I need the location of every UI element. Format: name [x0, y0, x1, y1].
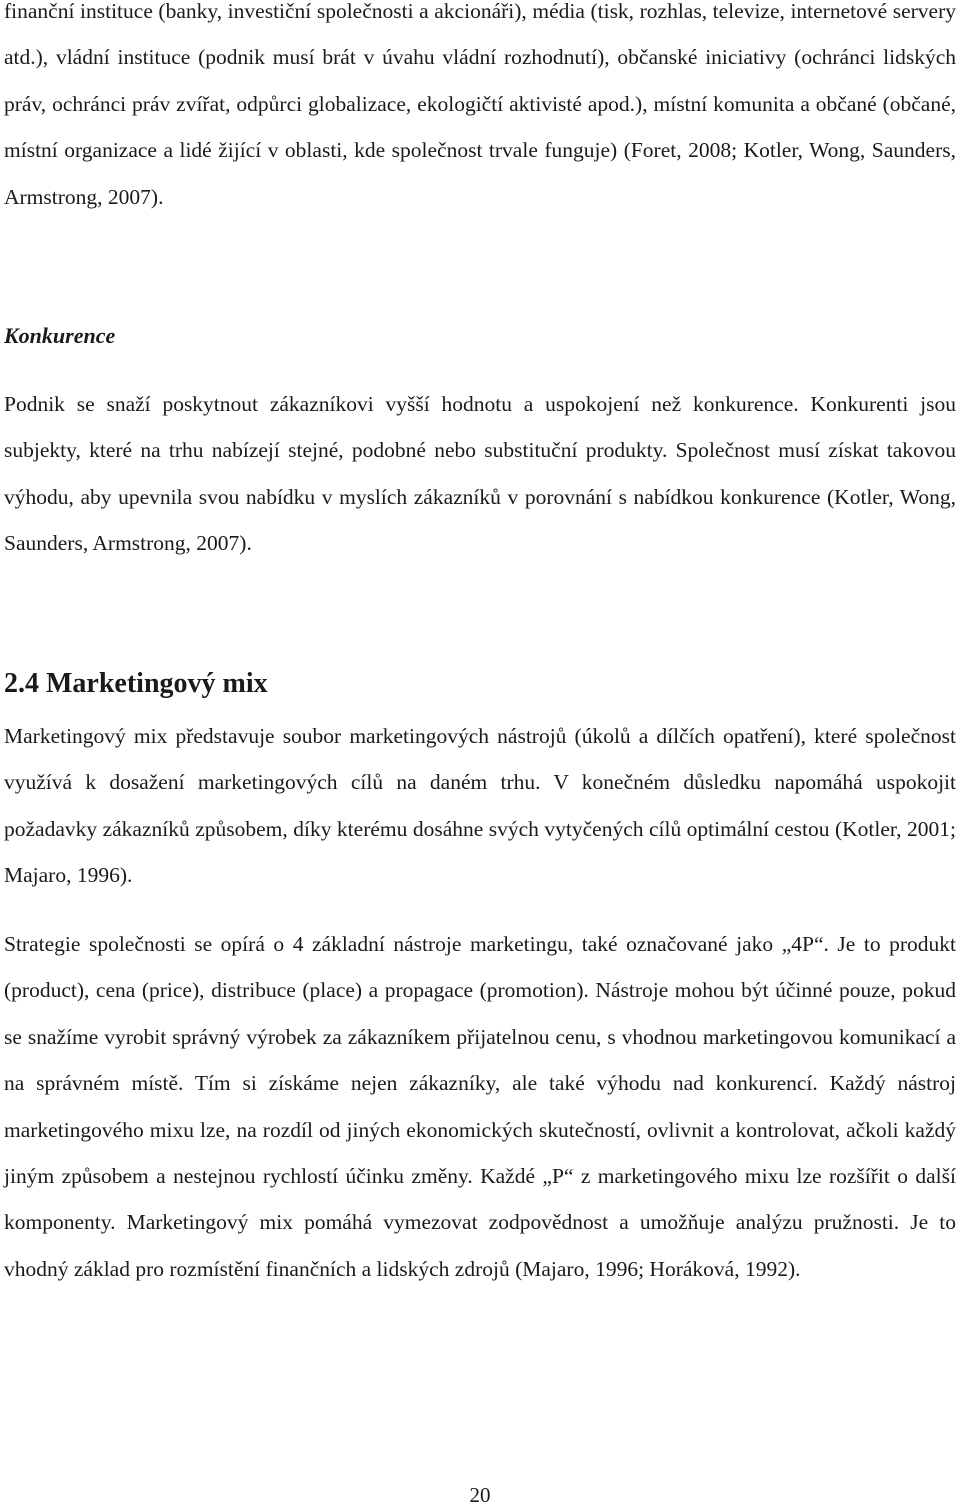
page-number: 20 — [469, 1483, 491, 1507]
paragraph-stakeholders: finanční instituce (banky, investiční společnosti a akcionáři), média (tisk, rozhlas, televize, internetové servery atd.), vládní instituce (podnik musí brát v úvahu vládní rozhodnutí), občanské iniciativy (ochránci lidských práv, ochránci práv zvířat, odpůrci globalizace, ekologičtí aktivisté apod.), místní komunita a občané (občané, místní organizace a lidé žijící v oblasti, kde společnost trvale funguje) (Foret, 2008; Kotler, Wong, Saunders, Armstrong, 2007). — [4, 0, 956, 209]
paragraph-4p-strategy: Strategie společnosti se opírá o 4 základní nástroje marketingu, také označované jako „4P“. Je to produkt (product), cena (price), distribuce (place) a propagace (promotion). Nástroje mohou být účinné pouze, pokud se snažíme vyrobit správný výrobek za zákazníkem přijatelnou cenu, s vhodnou marketingovou komunikací a na správném místě. Tím si získáme nejen zákazníky, ale také výhodu nad konkurencí. Každý nástroj marketingového mixu lze, na rozdíl od jiných ekonomických skutečností, ovlivnit a kontrolovat, ačkoli každý jiným způsobem a nestejnou rychlostí účinku změny. Každé „P“ z marketingového mixu lze rozšířit o další komponenty. Marketingový mix pomáhá vymezovat zodpovědnost a umožňuje analýzu pružnosti. Je to vhodný základ pro rozmístění finančních a lidských zdrojů (Majaro, 1996; Horáková, 1992). — [4, 932, 956, 1281]
section-heading-marketing-mix: 2.4 Marketingový mix — [4, 668, 268, 699]
heading-konkurence: Konkurence — [4, 323, 116, 348]
document-page — [4, 0, 956, 1507]
paragraph-marketing-mix-definition: Marketingový mix představuje soubor marketingových nástrojů (úkolů a dílčích opatření), které společnost využívá k dosažení marketingových cílů na daném trhu. V konečném důsledku napomáhá uspokojit požadavky zákazníků způsobem, díky kterému dosáhne svých vytyčených cílů optimální cestou (Kotler, 2001; Majaro, 1996). — [4, 724, 956, 888]
paragraph-konkurence: Podnik se snaží poskytnout zákazníkovi vyšší hodnotu a uspokojení než konkurence. Konkurenti jsou subjekty, které na trhu nabízejí stejné, podobné nebo substituční produkty. Společnost musí získat takovou výhodu, aby upevnila svou nabídku v myslích zákazníků v porovnání s nabídkou konkurence (Kotler, Wong, Saunders, Armstrong, 2007). — [4, 392, 956, 556]
